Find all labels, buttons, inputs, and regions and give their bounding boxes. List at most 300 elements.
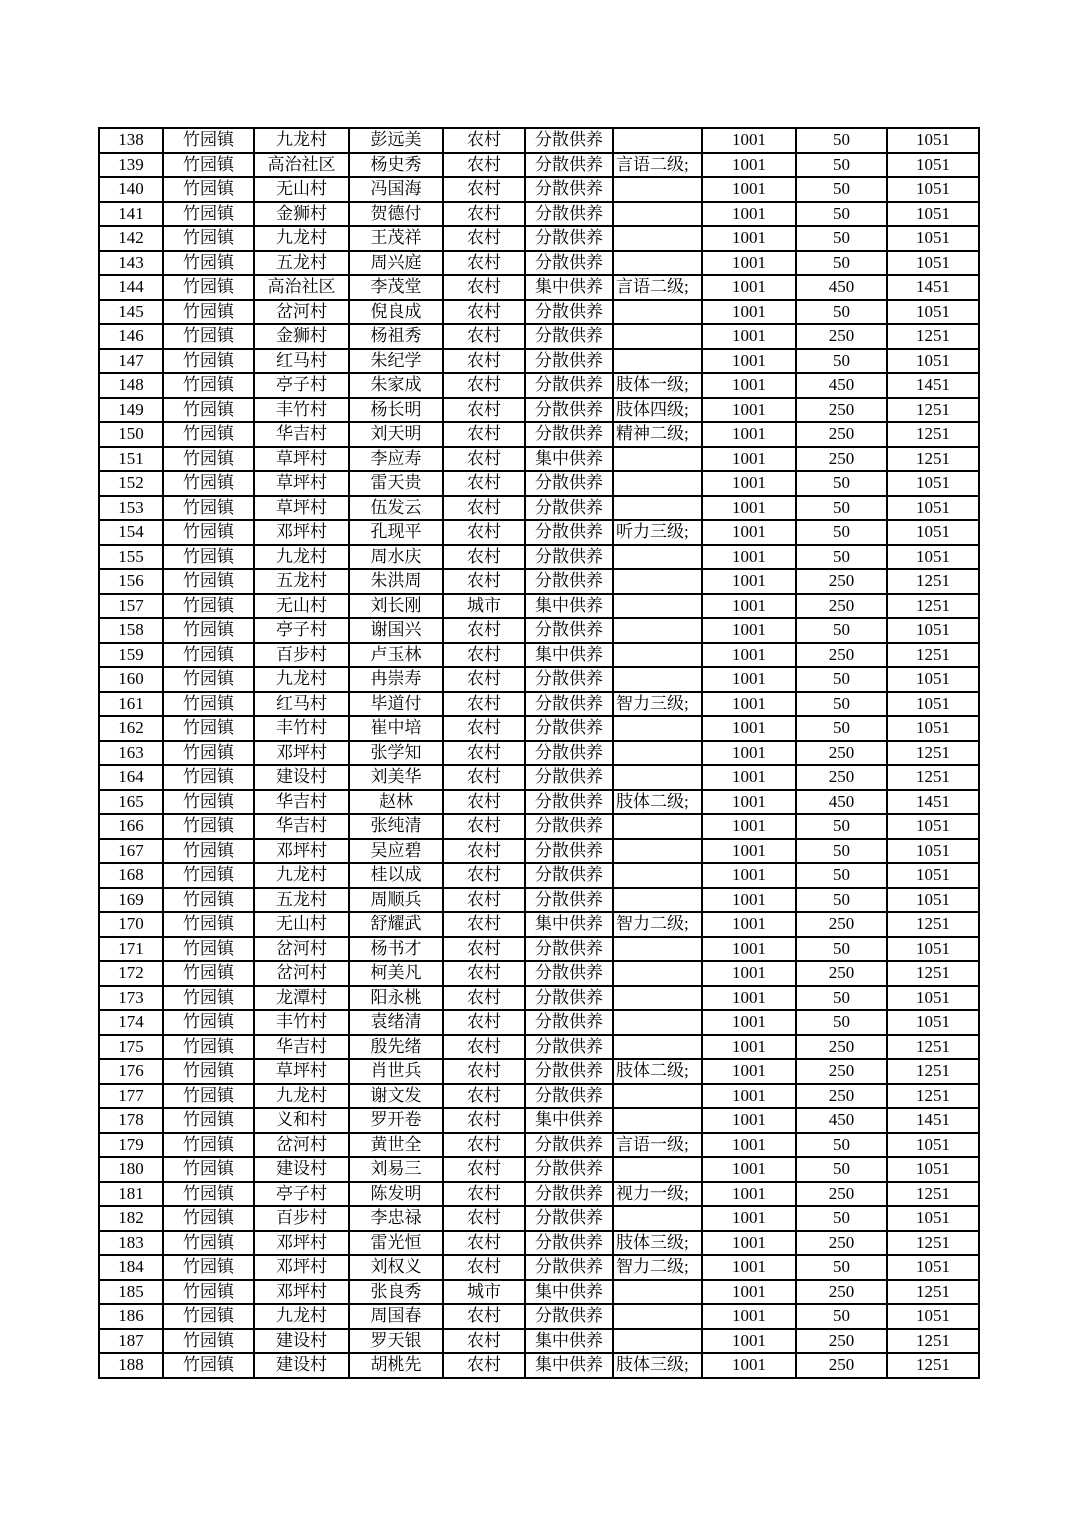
cell-village: 九龙村 bbox=[254, 1084, 349, 1109]
cell-town: 竹园镇 bbox=[163, 888, 254, 913]
cell-sequence-number: 148 bbox=[99, 373, 163, 398]
cell-support-method: 分散供养 bbox=[525, 692, 613, 717]
cell-village: 亭子村 bbox=[254, 1182, 349, 1207]
cell-base-amount: 1001 bbox=[702, 373, 796, 398]
cell-person-name: 冉崇寿 bbox=[349, 667, 443, 692]
cell-total-amount: 1251 bbox=[887, 912, 979, 937]
cell-town: 竹园镇 bbox=[163, 1010, 254, 1035]
cell-person-name: 袁绪清 bbox=[349, 1010, 443, 1035]
table-row bbox=[99, 153, 979, 178]
cell-person-name: 刘权义 bbox=[349, 1255, 443, 1280]
cell-sequence-number: 167 bbox=[99, 839, 163, 864]
cell-sequence-number: 154 bbox=[99, 520, 163, 545]
table-row bbox=[99, 814, 979, 839]
table-row bbox=[99, 520, 979, 545]
cell-village: 岔河村 bbox=[254, 300, 349, 325]
cell-base-amount: 1001 bbox=[702, 790, 796, 815]
cell-base-amount: 1001 bbox=[702, 569, 796, 594]
cell-residence-type: 农村 bbox=[443, 1304, 525, 1329]
cell-village: 金狮村 bbox=[254, 202, 349, 227]
cell-town: 竹园镇 bbox=[163, 447, 254, 472]
table-row bbox=[99, 1255, 979, 1280]
cell-total-amount: 1251 bbox=[887, 643, 979, 668]
cell-total-amount: 1051 bbox=[887, 1304, 979, 1329]
cell-village: 五龙村 bbox=[254, 888, 349, 913]
cell-subsidy-amount: 450 bbox=[796, 1108, 887, 1133]
cell-disability-level: 智力二级; bbox=[613, 912, 702, 937]
cell-town: 竹园镇 bbox=[163, 765, 254, 790]
cell-total-amount: 1251 bbox=[887, 594, 979, 619]
cell-support-method: 分散供养 bbox=[525, 741, 613, 766]
table-row bbox=[99, 594, 979, 619]
cell-base-amount: 1001 bbox=[702, 177, 796, 202]
table-row bbox=[99, 1157, 979, 1182]
cell-disability-level bbox=[613, 569, 702, 594]
cell-sequence-number: 158 bbox=[99, 618, 163, 643]
table-row bbox=[99, 1329, 979, 1354]
cell-support-method: 分散供养 bbox=[525, 569, 613, 594]
cell-town: 竹园镇 bbox=[163, 1255, 254, 1280]
cell-total-amount: 1451 bbox=[887, 275, 979, 300]
cell-subsidy-amount: 450 bbox=[796, 373, 887, 398]
cell-support-method: 分散供养 bbox=[525, 1304, 613, 1329]
cell-person-name: 杨书才 bbox=[349, 937, 443, 962]
table-row bbox=[99, 398, 979, 423]
cell-town: 竹园镇 bbox=[163, 643, 254, 668]
cell-village: 亭子村 bbox=[254, 618, 349, 643]
cell-town: 竹园镇 bbox=[163, 324, 254, 349]
table-row bbox=[99, 643, 979, 668]
cell-residence-type: 农村 bbox=[443, 790, 525, 815]
cell-residence-type: 农村 bbox=[443, 545, 525, 570]
table-row bbox=[99, 1182, 979, 1207]
cell-support-method: 集中供养 bbox=[525, 594, 613, 619]
cell-subsidy-amount: 50 bbox=[796, 471, 887, 496]
cell-disability-level bbox=[613, 128, 702, 153]
cell-person-name: 柯美凡 bbox=[349, 961, 443, 986]
cell-base-amount: 1001 bbox=[702, 251, 796, 276]
cell-town: 竹园镇 bbox=[163, 471, 254, 496]
cell-total-amount: 1451 bbox=[887, 790, 979, 815]
cell-person-name: 刘天明 bbox=[349, 422, 443, 447]
cell-residence-type: 农村 bbox=[443, 937, 525, 962]
cell-residence-type: 农村 bbox=[443, 716, 525, 741]
cell-residence-type: 农村 bbox=[443, 912, 525, 937]
cell-total-amount: 1251 bbox=[887, 1353, 979, 1378]
cell-residence-type: 农村 bbox=[443, 692, 525, 717]
cell-sequence-number: 144 bbox=[99, 275, 163, 300]
table-row bbox=[99, 1059, 979, 1084]
cell-sequence-number: 175 bbox=[99, 1035, 163, 1060]
cell-disability-level bbox=[613, 667, 702, 692]
cell-support-method: 集中供养 bbox=[525, 1329, 613, 1354]
cell-town: 竹园镇 bbox=[163, 1182, 254, 1207]
cell-village: 邓坪村 bbox=[254, 741, 349, 766]
cell-town: 竹园镇 bbox=[163, 667, 254, 692]
cell-village: 百步村 bbox=[254, 1206, 349, 1231]
cell-disability-level: 言语二级; bbox=[613, 153, 702, 178]
cell-person-name: 黄世全 bbox=[349, 1133, 443, 1158]
cell-person-name: 胡桃先 bbox=[349, 1353, 443, 1378]
cell-disability-level bbox=[613, 1304, 702, 1329]
cell-total-amount: 1451 bbox=[887, 373, 979, 398]
cell-village: 高治社区 bbox=[254, 153, 349, 178]
cell-total-amount: 1051 bbox=[887, 300, 979, 325]
cell-person-name: 倪良成 bbox=[349, 300, 443, 325]
cell-person-name: 刘美华 bbox=[349, 765, 443, 790]
cell-residence-type: 农村 bbox=[443, 961, 525, 986]
cell-sequence-number: 141 bbox=[99, 202, 163, 227]
cell-disability-level: 听力三级; bbox=[613, 520, 702, 545]
cell-base-amount: 1001 bbox=[702, 1353, 796, 1378]
cell-disability-level bbox=[613, 814, 702, 839]
cell-village: 九龙村 bbox=[254, 545, 349, 570]
cell-town: 竹园镇 bbox=[163, 275, 254, 300]
cell-sequence-number: 146 bbox=[99, 324, 163, 349]
cell-subsidy-amount: 50 bbox=[796, 300, 887, 325]
cell-village: 百步村 bbox=[254, 643, 349, 668]
cell-person-name: 张良秀 bbox=[349, 1280, 443, 1305]
cell-sequence-number: 172 bbox=[99, 961, 163, 986]
cell-subsidy-amount: 250 bbox=[796, 1353, 887, 1378]
cell-base-amount: 1001 bbox=[702, 618, 796, 643]
table-row bbox=[99, 765, 979, 790]
cell-sequence-number: 159 bbox=[99, 643, 163, 668]
table-row bbox=[99, 202, 979, 227]
cell-town: 竹园镇 bbox=[163, 496, 254, 521]
cell-sequence-number: 165 bbox=[99, 790, 163, 815]
cell-subsidy-amount: 50 bbox=[796, 1157, 887, 1182]
cell-base-amount: 1001 bbox=[702, 153, 796, 178]
cell-base-amount: 1001 bbox=[702, 1035, 796, 1060]
cell-residence-type: 农村 bbox=[443, 349, 525, 374]
cell-support-method: 分散供养 bbox=[525, 1059, 613, 1084]
cell-town: 竹园镇 bbox=[163, 912, 254, 937]
cell-support-method: 分散供养 bbox=[525, 863, 613, 888]
cell-sequence-number: 181 bbox=[99, 1182, 163, 1207]
cell-base-amount: 1001 bbox=[702, 1182, 796, 1207]
cell-disability-level: 肢体一级; bbox=[613, 373, 702, 398]
cell-village: 邓坪村 bbox=[254, 520, 349, 545]
cell-total-amount: 1251 bbox=[887, 765, 979, 790]
cell-disability-level: 智力三级; bbox=[613, 692, 702, 717]
table-row bbox=[99, 300, 979, 325]
cell-village: 九龙村 bbox=[254, 1304, 349, 1329]
cell-support-method: 分散供养 bbox=[525, 324, 613, 349]
cell-subsidy-amount: 50 bbox=[796, 520, 887, 545]
cell-subsidy-amount: 50 bbox=[796, 716, 887, 741]
cell-base-amount: 1001 bbox=[702, 520, 796, 545]
cell-disability-level: 言语一级; bbox=[613, 1133, 702, 1158]
cell-village: 草坪村 bbox=[254, 471, 349, 496]
cell-support-method: 分散供养 bbox=[525, 349, 613, 374]
cell-subsidy-amount: 250 bbox=[796, 1280, 887, 1305]
cell-sequence-number: 156 bbox=[99, 569, 163, 594]
cell-disability-level bbox=[613, 888, 702, 913]
cell-total-amount: 1251 bbox=[887, 1329, 979, 1354]
cell-total-amount: 1251 bbox=[887, 422, 979, 447]
cell-base-amount: 1001 bbox=[702, 349, 796, 374]
cell-total-amount: 1251 bbox=[887, 569, 979, 594]
cell-person-name: 桂以成 bbox=[349, 863, 443, 888]
cell-disability-level: 肢体三级; bbox=[613, 1231, 702, 1256]
cell-subsidy-amount: 450 bbox=[796, 275, 887, 300]
cell-support-method: 分散供养 bbox=[525, 496, 613, 521]
cell-village: 邓坪村 bbox=[254, 1280, 349, 1305]
cell-disability-level: 肢体三级; bbox=[613, 1353, 702, 1378]
cell-total-amount: 1051 bbox=[887, 839, 979, 864]
table-row bbox=[99, 1206, 979, 1231]
cell-total-amount: 1451 bbox=[887, 1108, 979, 1133]
cell-sequence-number: 184 bbox=[99, 1255, 163, 1280]
cell-sequence-number: 180 bbox=[99, 1157, 163, 1182]
cell-support-method: 分散供养 bbox=[525, 618, 613, 643]
cell-town: 竹园镇 bbox=[163, 520, 254, 545]
cell-person-name: 雷光恒 bbox=[349, 1231, 443, 1256]
cell-support-method: 分散供养 bbox=[525, 373, 613, 398]
benefits-table bbox=[98, 127, 980, 1379]
cell-sequence-number: 152 bbox=[99, 471, 163, 496]
cell-sequence-number: 147 bbox=[99, 349, 163, 374]
cell-sequence-number: 145 bbox=[99, 300, 163, 325]
table-row bbox=[99, 275, 979, 300]
cell-residence-type: 农村 bbox=[443, 1206, 525, 1231]
cell-total-amount: 1251 bbox=[887, 1182, 979, 1207]
cell-base-amount: 1001 bbox=[702, 496, 796, 521]
table-row bbox=[99, 349, 979, 374]
table-row bbox=[99, 545, 979, 570]
cell-subsidy-amount: 50 bbox=[796, 1206, 887, 1231]
cell-base-amount: 1001 bbox=[702, 692, 796, 717]
cell-town: 竹园镇 bbox=[163, 839, 254, 864]
spreadsheet-table-region bbox=[98, 127, 980, 1379]
cell-village: 建设村 bbox=[254, 1353, 349, 1378]
cell-total-amount: 1051 bbox=[887, 814, 979, 839]
cell-person-name: 雷天贵 bbox=[349, 471, 443, 496]
cell-support-method: 分散供养 bbox=[525, 1010, 613, 1035]
cell-village: 九龙村 bbox=[254, 226, 349, 251]
cell-base-amount: 1001 bbox=[702, 863, 796, 888]
cell-town: 竹园镇 bbox=[163, 569, 254, 594]
cell-residence-type: 农村 bbox=[443, 1059, 525, 1084]
table-row bbox=[99, 373, 979, 398]
cell-disability-level bbox=[613, 618, 702, 643]
cell-residence-type: 农村 bbox=[443, 643, 525, 668]
cell-disability-level bbox=[613, 863, 702, 888]
cell-residence-type: 农村 bbox=[443, 1084, 525, 1109]
cell-town: 竹园镇 bbox=[163, 398, 254, 423]
cell-person-name: 李茂堂 bbox=[349, 275, 443, 300]
cell-base-amount: 1001 bbox=[702, 1133, 796, 1158]
cell-residence-type: 农村 bbox=[443, 667, 525, 692]
cell-total-amount: 1051 bbox=[887, 692, 979, 717]
cell-base-amount: 1001 bbox=[702, 765, 796, 790]
cell-disability-level: 肢体二级; bbox=[613, 1059, 702, 1084]
cell-person-name: 刘易三 bbox=[349, 1157, 443, 1182]
cell-sequence-number: 153 bbox=[99, 496, 163, 521]
cell-person-name: 谢文发 bbox=[349, 1084, 443, 1109]
cell-person-name: 崔中培 bbox=[349, 716, 443, 741]
cell-village: 邓坪村 bbox=[254, 1231, 349, 1256]
cell-residence-type: 农村 bbox=[443, 1255, 525, 1280]
cell-support-method: 分散供养 bbox=[525, 839, 613, 864]
cell-person-name: 杨史秀 bbox=[349, 153, 443, 178]
cell-total-amount: 1051 bbox=[887, 1133, 979, 1158]
cell-residence-type: 农村 bbox=[443, 275, 525, 300]
cell-total-amount: 1051 bbox=[887, 716, 979, 741]
table-row bbox=[99, 447, 979, 472]
table-row bbox=[99, 1280, 979, 1305]
cell-subsidy-amount: 250 bbox=[796, 398, 887, 423]
cell-sequence-number: 150 bbox=[99, 422, 163, 447]
cell-disability-level bbox=[613, 986, 702, 1011]
table-row bbox=[99, 618, 979, 643]
table-row bbox=[99, 1353, 979, 1378]
cell-base-amount: 1001 bbox=[702, 1157, 796, 1182]
cell-residence-type: 农村 bbox=[443, 765, 525, 790]
cell-town: 竹园镇 bbox=[163, 1304, 254, 1329]
cell-town: 竹园镇 bbox=[163, 202, 254, 227]
cell-sequence-number: 185 bbox=[99, 1280, 163, 1305]
cell-support-method: 集中供养 bbox=[525, 1280, 613, 1305]
cell-village: 建设村 bbox=[254, 1157, 349, 1182]
cell-person-name: 罗开卷 bbox=[349, 1108, 443, 1133]
cell-subsidy-amount: 250 bbox=[796, 1182, 887, 1207]
cell-residence-type: 城市 bbox=[443, 594, 525, 619]
cell-sequence-number: 142 bbox=[99, 226, 163, 251]
cell-base-amount: 1001 bbox=[702, 839, 796, 864]
cell-town: 竹园镇 bbox=[163, 790, 254, 815]
cell-sequence-number: 179 bbox=[99, 1133, 163, 1158]
table-row bbox=[99, 863, 979, 888]
cell-person-name: 张纯清 bbox=[349, 814, 443, 839]
cell-subsidy-amount: 250 bbox=[796, 1059, 887, 1084]
cell-base-amount: 1001 bbox=[702, 888, 796, 913]
cell-person-name: 阳永桃 bbox=[349, 986, 443, 1011]
cell-total-amount: 1251 bbox=[887, 398, 979, 423]
cell-residence-type: 农村 bbox=[443, 153, 525, 178]
cell-total-amount: 1051 bbox=[887, 937, 979, 962]
cell-total-amount: 1051 bbox=[887, 618, 979, 643]
cell-disability-level bbox=[613, 202, 702, 227]
table-row bbox=[99, 839, 979, 864]
cell-village: 邓坪村 bbox=[254, 839, 349, 864]
cell-subsidy-amount: 50 bbox=[796, 349, 887, 374]
cell-support-method: 分散供养 bbox=[525, 202, 613, 227]
table-row bbox=[99, 471, 979, 496]
cell-base-amount: 1001 bbox=[702, 1255, 796, 1280]
cell-total-amount: 1051 bbox=[887, 226, 979, 251]
cell-subsidy-amount: 250 bbox=[796, 1035, 887, 1060]
cell-town: 竹园镇 bbox=[163, 937, 254, 962]
cell-person-name: 毕道付 bbox=[349, 692, 443, 717]
cell-town: 竹园镇 bbox=[163, 153, 254, 178]
cell-subsidy-amount: 250 bbox=[796, 422, 887, 447]
cell-base-amount: 1001 bbox=[702, 447, 796, 472]
cell-sequence-number: 187 bbox=[99, 1329, 163, 1354]
cell-total-amount: 1251 bbox=[887, 1231, 979, 1256]
cell-base-amount: 1001 bbox=[702, 422, 796, 447]
cell-village: 红马村 bbox=[254, 349, 349, 374]
cell-village: 华吉村 bbox=[254, 790, 349, 815]
cell-subsidy-amount: 250 bbox=[796, 1084, 887, 1109]
cell-town: 竹园镇 bbox=[163, 251, 254, 276]
cell-subsidy-amount: 250 bbox=[796, 447, 887, 472]
cell-support-method: 集中供养 bbox=[525, 912, 613, 937]
cell-person-name: 吴应碧 bbox=[349, 839, 443, 864]
table-row bbox=[99, 888, 979, 913]
cell-subsidy-amount: 250 bbox=[796, 643, 887, 668]
cell-base-amount: 1001 bbox=[702, 741, 796, 766]
cell-subsidy-amount: 250 bbox=[796, 912, 887, 937]
cell-disability-level bbox=[613, 1084, 702, 1109]
cell-base-amount: 1001 bbox=[702, 1231, 796, 1256]
cell-sequence-number: 169 bbox=[99, 888, 163, 913]
cell-support-method: 分散供养 bbox=[525, 177, 613, 202]
cell-support-method: 分散供养 bbox=[525, 814, 613, 839]
cell-residence-type: 农村 bbox=[443, 251, 525, 276]
cell-sequence-number: 163 bbox=[99, 741, 163, 766]
cell-base-amount: 1001 bbox=[702, 814, 796, 839]
cell-disability-level bbox=[613, 594, 702, 619]
cell-base-amount: 1001 bbox=[702, 1059, 796, 1084]
table-row bbox=[99, 961, 979, 986]
cell-total-amount: 1051 bbox=[887, 986, 979, 1011]
cell-subsidy-amount: 50 bbox=[796, 177, 887, 202]
cell-person-name: 李应寿 bbox=[349, 447, 443, 472]
cell-village: 邓坪村 bbox=[254, 1255, 349, 1280]
cell-town: 竹园镇 bbox=[163, 594, 254, 619]
cell-disability-level bbox=[613, 1280, 702, 1305]
cell-subsidy-amount: 50 bbox=[796, 545, 887, 570]
cell-subsidy-amount: 250 bbox=[796, 961, 887, 986]
cell-town: 竹园镇 bbox=[163, 226, 254, 251]
cell-sequence-number: 164 bbox=[99, 765, 163, 790]
cell-base-amount: 1001 bbox=[702, 1206, 796, 1231]
cell-sequence-number: 170 bbox=[99, 912, 163, 937]
cell-residence-type: 农村 bbox=[443, 618, 525, 643]
cell-residence-type: 农村 bbox=[443, 373, 525, 398]
cell-town: 竹园镇 bbox=[163, 1108, 254, 1133]
cell-base-amount: 1001 bbox=[702, 545, 796, 570]
cell-subsidy-amount: 50 bbox=[796, 863, 887, 888]
cell-sequence-number: 174 bbox=[99, 1010, 163, 1035]
cell-disability-level bbox=[613, 496, 702, 521]
cell-village: 九龙村 bbox=[254, 128, 349, 153]
cell-total-amount: 1051 bbox=[887, 496, 979, 521]
table-row bbox=[99, 912, 979, 937]
cell-subsidy-amount: 250 bbox=[796, 569, 887, 594]
cell-town: 竹园镇 bbox=[163, 1353, 254, 1378]
cell-person-name: 杨祖秀 bbox=[349, 324, 443, 349]
table-row bbox=[99, 422, 979, 447]
cell-village: 草坪村 bbox=[254, 1059, 349, 1084]
cell-person-name: 伍发云 bbox=[349, 496, 443, 521]
cell-person-name: 谢国兴 bbox=[349, 618, 443, 643]
cell-base-amount: 1001 bbox=[702, 643, 796, 668]
cell-residence-type: 农村 bbox=[443, 986, 525, 1011]
cell-town: 竹园镇 bbox=[163, 741, 254, 766]
table-row bbox=[99, 986, 979, 1011]
cell-support-method: 分散供养 bbox=[525, 545, 613, 570]
cell-subsidy-amount: 50 bbox=[796, 1010, 887, 1035]
cell-residence-type: 农村 bbox=[443, 741, 525, 766]
cell-disability-level bbox=[613, 765, 702, 790]
cell-residence-type: 农村 bbox=[443, 888, 525, 913]
cell-base-amount: 1001 bbox=[702, 667, 796, 692]
cell-residence-type: 农村 bbox=[443, 1157, 525, 1182]
cell-residence-type: 农村 bbox=[443, 814, 525, 839]
